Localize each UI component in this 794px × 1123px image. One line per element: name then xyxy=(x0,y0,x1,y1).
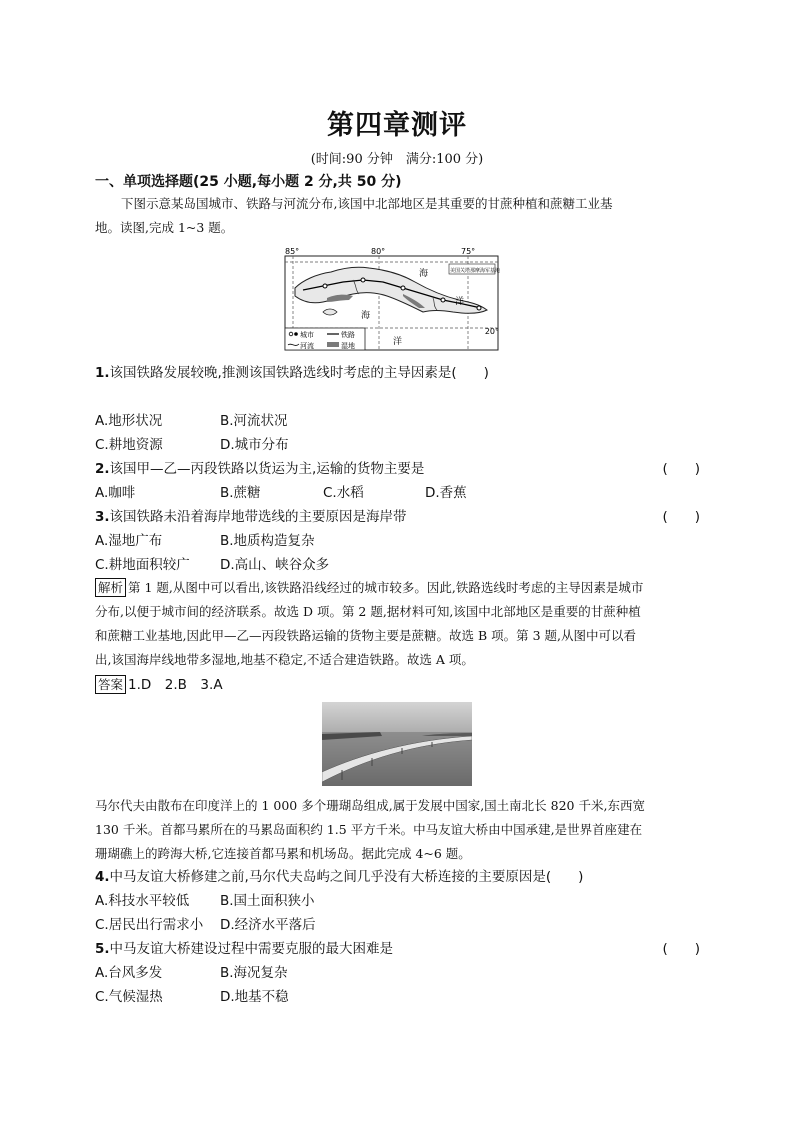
small-island xyxy=(323,309,337,315)
material-1-line-2: 地。读图,完成 1~3 题。 xyxy=(95,220,234,235)
island-map xyxy=(283,244,500,352)
sea-label: 海 xyxy=(419,269,429,279)
option-b[interactable]: B.地质构造复杂 xyxy=(220,533,315,549)
option-a[interactable]: A.地形状况 xyxy=(95,413,163,429)
option-a[interactable]: A.咖啡 xyxy=(95,485,136,501)
material-1-line-1: 下图示意某岛国城市、铁路与河流分布,该国中北部地区是其重要的甘蔗种植和蔗糖工业基 xyxy=(121,196,613,211)
option-a[interactable]: A.湿地广布 xyxy=(95,533,163,549)
analysis-line-2: 分布,以便于城市间的经济联系。故选 D 项。第 2 题,据材料可知,该国中北部地区是重要的甘蔗种植 xyxy=(95,604,641,619)
inset-label: 美国关塔那摩海军基地 xyxy=(450,268,500,274)
lat-label-20: 20° xyxy=(484,327,499,336)
material-2 xyxy=(95,794,705,866)
sea-label: 海 xyxy=(361,311,371,321)
option-a[interactable]: A.台风多发 xyxy=(95,965,163,981)
option-c[interactable]: C.气候湿热 xyxy=(95,989,163,1005)
analysis-tag: 解析 xyxy=(95,578,126,597)
material-2-line-1: 马尔代夫由散布在印度洋上的 1 000 多个珊瑚岛组成,属于发展中国家,国土南北长 820 千米,东西宽 xyxy=(95,798,645,813)
question-stem: 该国甲—乙—丙段铁路以货运为主,运输的货物主要是 xyxy=(109,461,425,477)
city-dot xyxy=(361,278,365,282)
ocean-label: 洋 xyxy=(455,297,465,307)
legend-river: 河流 xyxy=(300,342,314,350)
option-b[interactable]: B.蔗糖 xyxy=(220,485,261,501)
option-c[interactable]: C.耕地面积较广 xyxy=(95,557,190,573)
question-5 xyxy=(95,939,700,959)
option-c[interactable]: C.水稻 xyxy=(323,485,364,501)
answer-text: 1.D 2.B 3.A xyxy=(128,677,223,693)
option-d[interactable]: D.城市分布 xyxy=(220,437,289,453)
option-d[interactable]: D.地基不稳 xyxy=(220,989,289,1005)
option-d[interactable]: D.高山、峡谷众多 xyxy=(220,557,330,573)
lon-label-75: 75° xyxy=(461,247,476,256)
city-dot xyxy=(323,284,327,288)
ocean-label: 洋 xyxy=(393,337,403,347)
answer-blank: ( ) xyxy=(662,941,700,957)
exam-info: (时间:90 分钟 满分:100 分) xyxy=(310,152,484,167)
material-1 xyxy=(95,192,700,240)
question-3 xyxy=(95,507,700,527)
answer-block xyxy=(95,675,700,695)
question-stem: 该国铁路发展较晚,推测该国铁路选线时考虑的主导因素是( ) xyxy=(109,365,489,381)
question-stem: 该国铁路未沿着海岸地带选线的主要原因是海岸带 xyxy=(109,509,407,525)
analysis-line-1: 第 1 题,从图中可以看出,该铁路沿线经过的城市较多。因此,铁路选线时考虑的主导因素是城市 xyxy=(128,580,644,595)
material-2-line-2: 130 千米。首都马累所在的马累岛面积约 1.5 平方千米。中马友谊大桥由中国承建,是世界首座建在 xyxy=(95,822,643,837)
option-d[interactable]: D.香蕉 xyxy=(425,485,467,501)
lon-label-80: 80° xyxy=(371,247,386,256)
question-stem: 中马友谊大桥建设过程中需要克服的最大困难是 xyxy=(109,941,394,957)
answer-blank: ( ) xyxy=(662,509,700,525)
question-number: 5. xyxy=(95,941,110,957)
question-2 xyxy=(95,459,700,479)
option-d[interactable]: D.经济水平落后 xyxy=(220,917,316,933)
bridge-photo-image xyxy=(322,702,472,786)
bridge-photo xyxy=(322,702,472,786)
option-b[interactable]: B.国土面积狭小 xyxy=(220,893,315,909)
city-dot xyxy=(401,286,405,290)
legend-railway: 铁路 xyxy=(341,331,355,339)
question-4 xyxy=(95,867,700,887)
legend-wetland: 湿地 xyxy=(341,342,355,350)
question-number: 2. xyxy=(95,461,110,477)
question-number: 4. xyxy=(95,869,110,885)
material-2-line-3: 珊瑚礁上的跨海大桥,它连接首都马累和机场岛。据此完成 4~6 题。 xyxy=(95,846,471,861)
question-1 xyxy=(95,363,700,383)
section-heading: 一、单项选择题(25 小题,每小题 2 分,共 50 分) xyxy=(95,174,402,190)
analysis-line-3: 和蔗糖工业基地,因此甲—乙—丙段铁路运输的货物主要是蔗糖。故选 B 项。第 3 题,从图中可以看 xyxy=(95,628,636,643)
question-number: 1. xyxy=(95,365,110,381)
legend-city: 城市 xyxy=(300,331,314,339)
city-dot xyxy=(477,306,481,310)
city-dot xyxy=(441,298,445,302)
option-b[interactable]: B.海况复杂 xyxy=(220,965,288,981)
answer-blank: ( ) xyxy=(662,461,700,477)
island-map-figure xyxy=(283,244,500,352)
page-title: 第四章测评 xyxy=(327,110,467,141)
option-a[interactable]: A.科技水平较低 xyxy=(95,893,190,909)
analysis-line-4: 出,该国海岸线地带多湿地,地基不稳定,不适合建造铁路。故选 A 项。 xyxy=(95,652,474,667)
option-c[interactable]: C.居民出行需求小 xyxy=(95,917,204,933)
question-number: 3. xyxy=(95,509,110,525)
answer-tag: 答案 xyxy=(95,675,126,694)
analysis-block xyxy=(95,576,705,672)
option-b[interactable]: B.河流状况 xyxy=(220,413,288,429)
question-stem: 中马友谊大桥修建之前,马尔代夫岛屿之间几乎没有大桥连接的主要原因是( ) xyxy=(109,869,584,885)
option-c[interactable]: C.耕地资源 xyxy=(95,437,163,453)
lon-label-85: 85° xyxy=(285,247,300,256)
